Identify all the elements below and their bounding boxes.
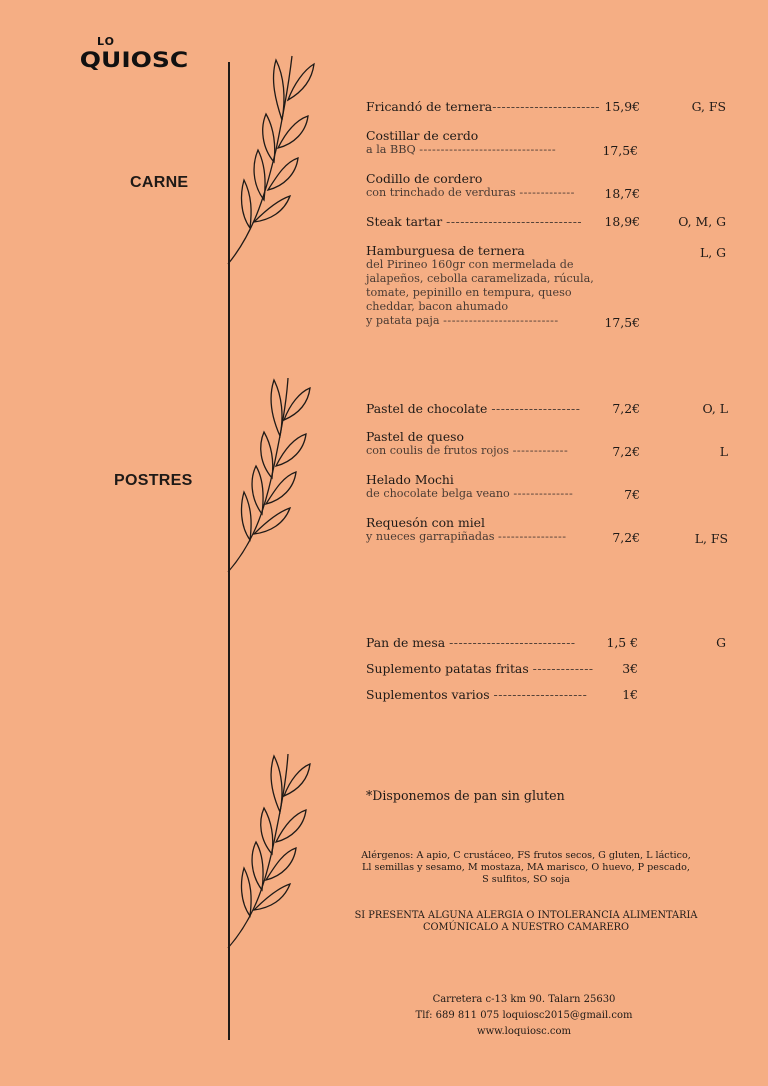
item-description: con coulis de frutos rojos — [366, 444, 510, 457]
brand-logo-name: QUIOSC — [79, 47, 189, 72]
allergy-warning-line: COMÚNICALO A NUESTRO CAMARERO — [422, 922, 630, 933]
menu-item — [366, 661, 726, 676]
item-description: y nueces garrapiñadas — [366, 530, 495, 543]
item-description: y patata paja — [366, 314, 440, 327]
item-description: con trinchado de verduras — [366, 186, 516, 199]
item-description: a la BBQ — [366, 143, 416, 156]
allergen-legend-line: S sulfitos, SO soja — [482, 874, 570, 885]
leader-dots: ----------------------- — [492, 99, 600, 114]
leader-dots: --------------------------- — [443, 314, 559, 327]
section-title-carne: CARNE — [130, 174, 189, 191]
item-name: Pastel de queso — [366, 429, 465, 444]
item-description: tomate, pepinillo en tempura, queso — [366, 286, 572, 299]
item-allergens: O, M, G — [678, 214, 726, 229]
brand-logo — [76, 36, 192, 73]
leader-dots: ------------------- — [491, 401, 581, 416]
item-name: Requesón con miel — [366, 515, 485, 530]
item-price: 17,5€ — [604, 315, 640, 330]
item-price: 1,5 € — [606, 635, 638, 650]
item-allergens: L — [719, 444, 728, 459]
item-description: jalapeños, cebolla caramelizada, rúcula, — [366, 272, 594, 285]
branch-illustration-middle — [226, 374, 326, 576]
footer-phone-email: Tlf: 689 811 075 loquiosc2015@gmail.com — [415, 1010, 633, 1021]
item-price: 15,9€ — [604, 99, 640, 114]
item-price: 18,9€ — [604, 214, 640, 229]
gluten-free-note: *Disponemos de pan sin gluten — [366, 788, 565, 803]
leader-dots: -------------------- — [493, 687, 588, 702]
menu-item — [366, 128, 726, 157]
item-price: 18,7€ — [604, 186, 640, 201]
allergy-warning-line: SI PRESENTA ALGUNA ALERGIA O INTOLERANCIA ALIMENTARIA — [354, 910, 698, 921]
item-name: Pastel de chocolate — [366, 401, 488, 416]
item-name: Suplemento patatas fritas — [366, 661, 529, 676]
branch-illustration-top — [226, 50, 326, 270]
allergen-legend — [356, 850, 696, 886]
item-name: Codillo de cordero — [366, 171, 483, 186]
item-allergens: L, G — [699, 245, 726, 260]
leader-dots: -------------- — [513, 487, 574, 500]
item-name: Helado Mochi — [366, 472, 454, 487]
item-price: 7,2€ — [612, 401, 640, 416]
allergen-legend-line: Alérgenos: A apio, C crustáceo, FS frutos secos, G gluten, L láctico, — [361, 850, 691, 861]
menu-item — [366, 472, 726, 501]
leader-dots: ----------------------------- — [446, 214, 583, 229]
branch-illustration-bottom — [226, 750, 326, 952]
item-description: cheddar, bacon ahumado — [366, 300, 509, 313]
allergy-warning — [346, 910, 706, 934]
footer-address: Carretera c-13 km 90. Talarn 25630 — [432, 994, 616, 1005]
item-name: Fricandó de ternera — [366, 99, 493, 114]
item-price: 1€ — [622, 687, 638, 702]
item-name: Costillar de cerdo — [366, 128, 479, 143]
item-price: 3€ — [622, 661, 638, 676]
item-price: 17,5€ — [602, 143, 638, 158]
leader-dots: ------------- — [512, 444, 569, 457]
leader-dots: --------------------------- — [449, 635, 576, 650]
item-name: Hamburguesa de ternera — [366, 243, 525, 258]
item-allergens: O, L — [702, 401, 728, 416]
item-description: de chocolate belga veano — [366, 487, 510, 500]
item-name: Pan de mesa — [366, 635, 446, 650]
leader-dots: -------------------------------- — [419, 143, 557, 156]
item-name: Suplementos varios — [366, 687, 490, 702]
item-description: del Pirineo 160gr con mermelada de — [366, 258, 574, 271]
item-price: 7€ — [624, 487, 640, 502]
footer-contact — [406, 992, 642, 1040]
brand-logo-top: LO — [97, 35, 115, 48]
section-title-postres: POSTRES — [114, 472, 193, 489]
item-price: 7,2€ — [612, 530, 640, 545]
footer-website: www.loquiosc.com — [477, 1026, 571, 1037]
item-allergens: G — [716, 635, 726, 650]
item-allergens: G, FS — [691, 99, 726, 114]
item-name: Steak tartar — [366, 214, 443, 229]
item-allergens: L, FS — [694, 531, 728, 546]
leader-dots: ------------- — [532, 661, 594, 676]
item-price: 7,2€ — [612, 444, 640, 459]
menu-item — [366, 687, 726, 702]
leader-dots: ---------------- — [498, 530, 567, 543]
allergen-legend-line: Ll semillas y sesamo, M mostaza, MA marisco, O huevo, P pescado, — [362, 862, 690, 873]
menu-item — [366, 171, 726, 200]
leader-dots: ------------- — [519, 186, 575, 199]
